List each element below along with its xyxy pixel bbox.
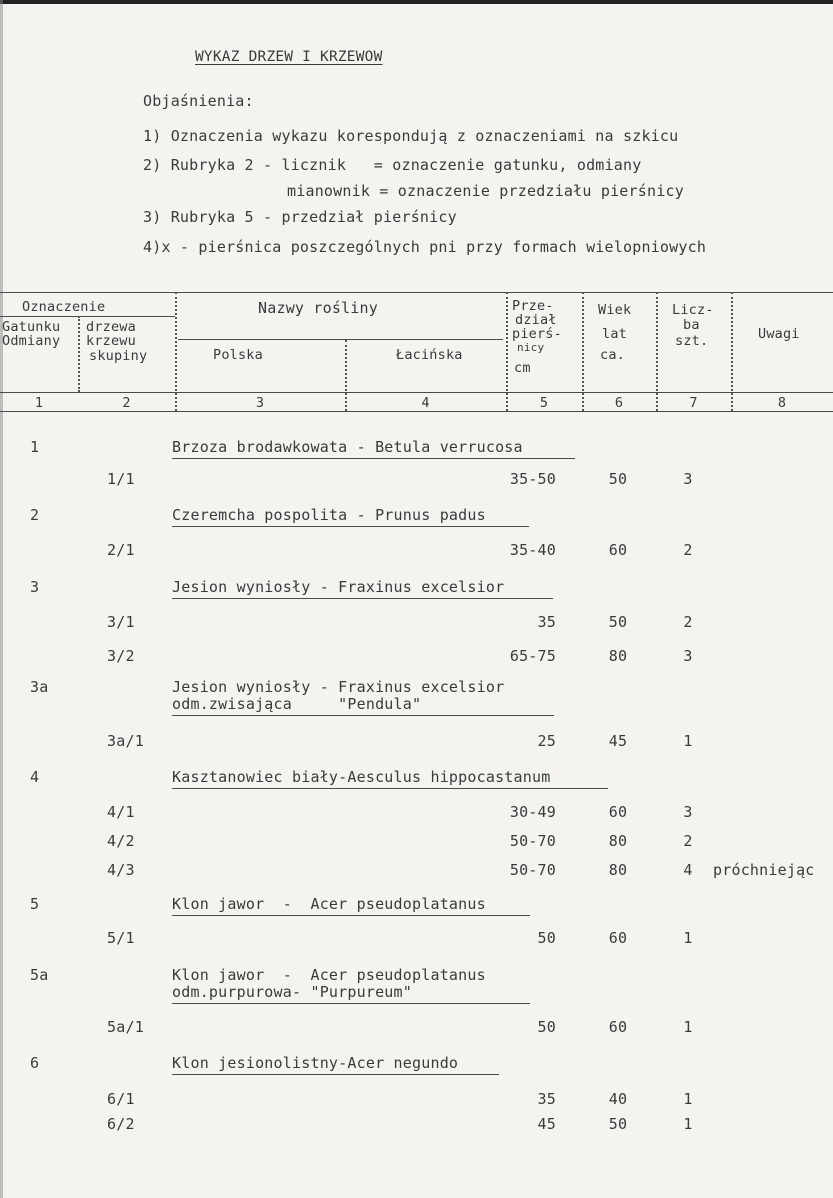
header-przedzial-2: dział bbox=[515, 312, 557, 328]
table-row-age: 45 bbox=[608, 732, 628, 750]
header-krzewu: krzewu bbox=[86, 333, 136, 349]
species-name: Klon jawor - Acer pseudoplatanus bbox=[172, 966, 486, 984]
table-row-age: 60 bbox=[608, 929, 628, 947]
header-nazwy: Nazwy rośliny bbox=[258, 299, 378, 317]
species-name: Jesion wyniosły - Fraxinus excelsior bbox=[172, 678, 505, 696]
table-row-count: 1 bbox=[683, 1018, 693, 1036]
table-row-age: 60 bbox=[608, 803, 628, 821]
table-row-age: 80 bbox=[608, 647, 628, 665]
table-row-dbh: 45 bbox=[537, 1115, 556, 1133]
table-row-sub-code: 6/2 bbox=[107, 1115, 135, 1133]
table-row-sub-code: 5/1 bbox=[107, 929, 135, 947]
table-row-count: 1 bbox=[683, 1090, 693, 1108]
table-row-sub-code: 4/3 bbox=[107, 861, 135, 879]
table-row-age: 60 bbox=[608, 1018, 628, 1036]
species-code: 2 bbox=[30, 506, 40, 524]
species-underline bbox=[172, 788, 608, 789]
table-row-sub-code: 3/1 bbox=[107, 613, 135, 631]
species-name: Klon jawor - Acer pseudoplatanus bbox=[172, 895, 486, 913]
table-row-count: 1 bbox=[683, 1115, 693, 1133]
table-row-dbh: 50-70 bbox=[509, 861, 556, 879]
note-2: 2) Rubryka 2 - licznik = oznaczenie gatunku, odmiany bbox=[143, 156, 642, 174]
column-number-2: 2 bbox=[122, 395, 131, 411]
header-przedzial-4: nicy bbox=[517, 341, 545, 354]
header-uwagi: Uwagi bbox=[758, 326, 800, 342]
header-drzewa: drzewa bbox=[86, 319, 136, 335]
table-row-sub-code: 3/2 bbox=[107, 647, 135, 665]
species-code: 1 bbox=[30, 438, 40, 456]
table-row-count: 2 bbox=[683, 832, 693, 850]
header-przedzial-5: cm bbox=[514, 360, 531, 376]
column-number-4: 4 bbox=[421, 395, 430, 411]
table-row-age: 80 bbox=[608, 861, 628, 879]
species-code: 6 bbox=[30, 1054, 40, 1072]
header-liczba-3: szt. bbox=[675, 333, 709, 349]
note-3: 3) Rubryka 5 - przedział pierśnicy bbox=[143, 208, 457, 226]
table-row-age: 50 bbox=[608, 470, 628, 488]
table-row-count: 2 bbox=[683, 541, 693, 559]
table-row-dbh: 35 bbox=[537, 1090, 556, 1108]
species-name: Brzoza brodawkowata - Betula verrucosa bbox=[172, 438, 523, 456]
species-underline bbox=[172, 1074, 499, 1075]
table-row-dbh: 50-70 bbox=[509, 832, 556, 850]
table-row-count: 3 bbox=[683, 470, 693, 488]
oznaczenie-rule bbox=[0, 316, 175, 317]
column-number-8: 8 bbox=[777, 395, 787, 411]
header-wiek-1: Wiek bbox=[598, 302, 632, 318]
column-number-3: 3 bbox=[255, 395, 265, 411]
species-underline bbox=[172, 1003, 530, 1004]
species-code: 5a bbox=[30, 966, 49, 984]
header-liczba-1: Licz- bbox=[672, 302, 714, 318]
col-divider-1 bbox=[78, 316, 80, 392]
species-code: 4 bbox=[30, 768, 40, 786]
table-row-sub-code: 5a/1 bbox=[107, 1018, 144, 1036]
table-row-age: 40 bbox=[608, 1090, 628, 1108]
table-row-age: 50 bbox=[608, 1115, 628, 1133]
table-row-dbh: 35-50 bbox=[509, 470, 556, 488]
species-code: 3a bbox=[30, 678, 49, 696]
species-name: Klon jesionolistny-Acer negundo bbox=[172, 1054, 459, 1072]
column-number-6: 6 bbox=[614, 395, 624, 411]
species-underline bbox=[172, 598, 553, 599]
species-name: Kasztanowiec biały-Aesculus hippocastanum bbox=[172, 768, 551, 786]
species-underline bbox=[172, 715, 554, 716]
header-bottom-rule bbox=[0, 392, 833, 393]
header-skupiny: skupiny bbox=[89, 348, 148, 364]
table-top-rule bbox=[0, 292, 833, 293]
species-name: odm.purpurowa- "Purpureum" bbox=[172, 983, 412, 1001]
header-polska: Polska bbox=[213, 347, 263, 363]
scan-top-edge bbox=[0, 0, 833, 4]
species-code: 5 bbox=[30, 895, 40, 913]
table-row-count: 3 bbox=[683, 803, 693, 821]
table-row-count: 1 bbox=[683, 732, 693, 750]
header-odmiany: Odmiany bbox=[2, 333, 61, 349]
table-row-count: 3 bbox=[683, 647, 693, 665]
table-row-sub-code: 2/1 bbox=[107, 541, 135, 559]
table-row-sub-code: 6/1 bbox=[107, 1090, 135, 1108]
species-name: Czeremcha pospolita - Prunus padus bbox=[172, 506, 486, 524]
table-row-age: 80 bbox=[608, 832, 628, 850]
note-4: 4)x - pierśnica poszczególnych pni przy formach wielopniowych bbox=[143, 238, 707, 256]
table-row-dbh: 25 bbox=[537, 732, 556, 750]
note-2-continued: mianownik = oznaczenie przedziału pierśnicy bbox=[287, 182, 684, 200]
table-row-dbh: 35 bbox=[537, 613, 556, 631]
header-gatunku: Gatunku bbox=[2, 319, 61, 335]
table-row-count: 1 bbox=[683, 929, 693, 947]
table-row-sub-code: 4/1 bbox=[107, 803, 135, 821]
table-row-sub-code: 1/1 bbox=[107, 470, 135, 488]
table-row-dbh: 50 bbox=[537, 929, 556, 947]
header-przedzial-1: Prze- bbox=[512, 298, 554, 314]
table-row-sub-code: 3a/1 bbox=[107, 732, 144, 750]
header-lacinska: Łacińska bbox=[396, 347, 463, 363]
header-wiek-2: lat bbox=[602, 326, 627, 342]
table-row-dbh: 30-49 bbox=[509, 803, 556, 821]
table-row-age: 50 bbox=[608, 613, 628, 631]
species-underline bbox=[172, 915, 530, 916]
table-row-dbh: 35-40 bbox=[509, 541, 556, 559]
species-underline bbox=[172, 458, 575, 459]
header-przedzial-3: pierś- bbox=[512, 326, 562, 342]
header-oznaczenie: Oznaczenie bbox=[22, 299, 106, 315]
note-1: 1) Oznaczenia wykazu korespondują z oznaczeniami na szkicu bbox=[143, 127, 679, 145]
column-number-5: 5 bbox=[539, 395, 549, 411]
species-name: Jesion wyniosły - Fraxinus excelsior bbox=[172, 578, 505, 596]
table-row-age: 60 bbox=[608, 541, 628, 559]
table-row-count: 2 bbox=[683, 613, 693, 631]
header-wiek-3: ca. bbox=[600, 347, 625, 363]
nazwy-rule bbox=[178, 339, 503, 340]
table-row-dbh: 50 bbox=[537, 1018, 556, 1036]
explanations-label: Objaśnienia: bbox=[143, 92, 254, 110]
header-liczba-2: ba bbox=[683, 317, 700, 333]
document-title: WYKAZ DRZEW I KRZEWOW bbox=[195, 49, 383, 65]
species-name: odm.zwisająca "Pendula" bbox=[172, 695, 422, 713]
table-row-dbh: 65-75 bbox=[509, 647, 556, 665]
species-code: 3 bbox=[30, 578, 40, 596]
column-number-7: 7 bbox=[689, 395, 698, 411]
table-row-note: próchniejąc bbox=[713, 861, 815, 879]
species-underline bbox=[172, 526, 529, 527]
table-row-sub-code: 4/2 bbox=[107, 832, 135, 850]
table-row-count: 4 bbox=[683, 861, 693, 879]
scan-left-edge bbox=[0, 0, 3, 1198]
column-number-1: 1 bbox=[34, 395, 44, 411]
